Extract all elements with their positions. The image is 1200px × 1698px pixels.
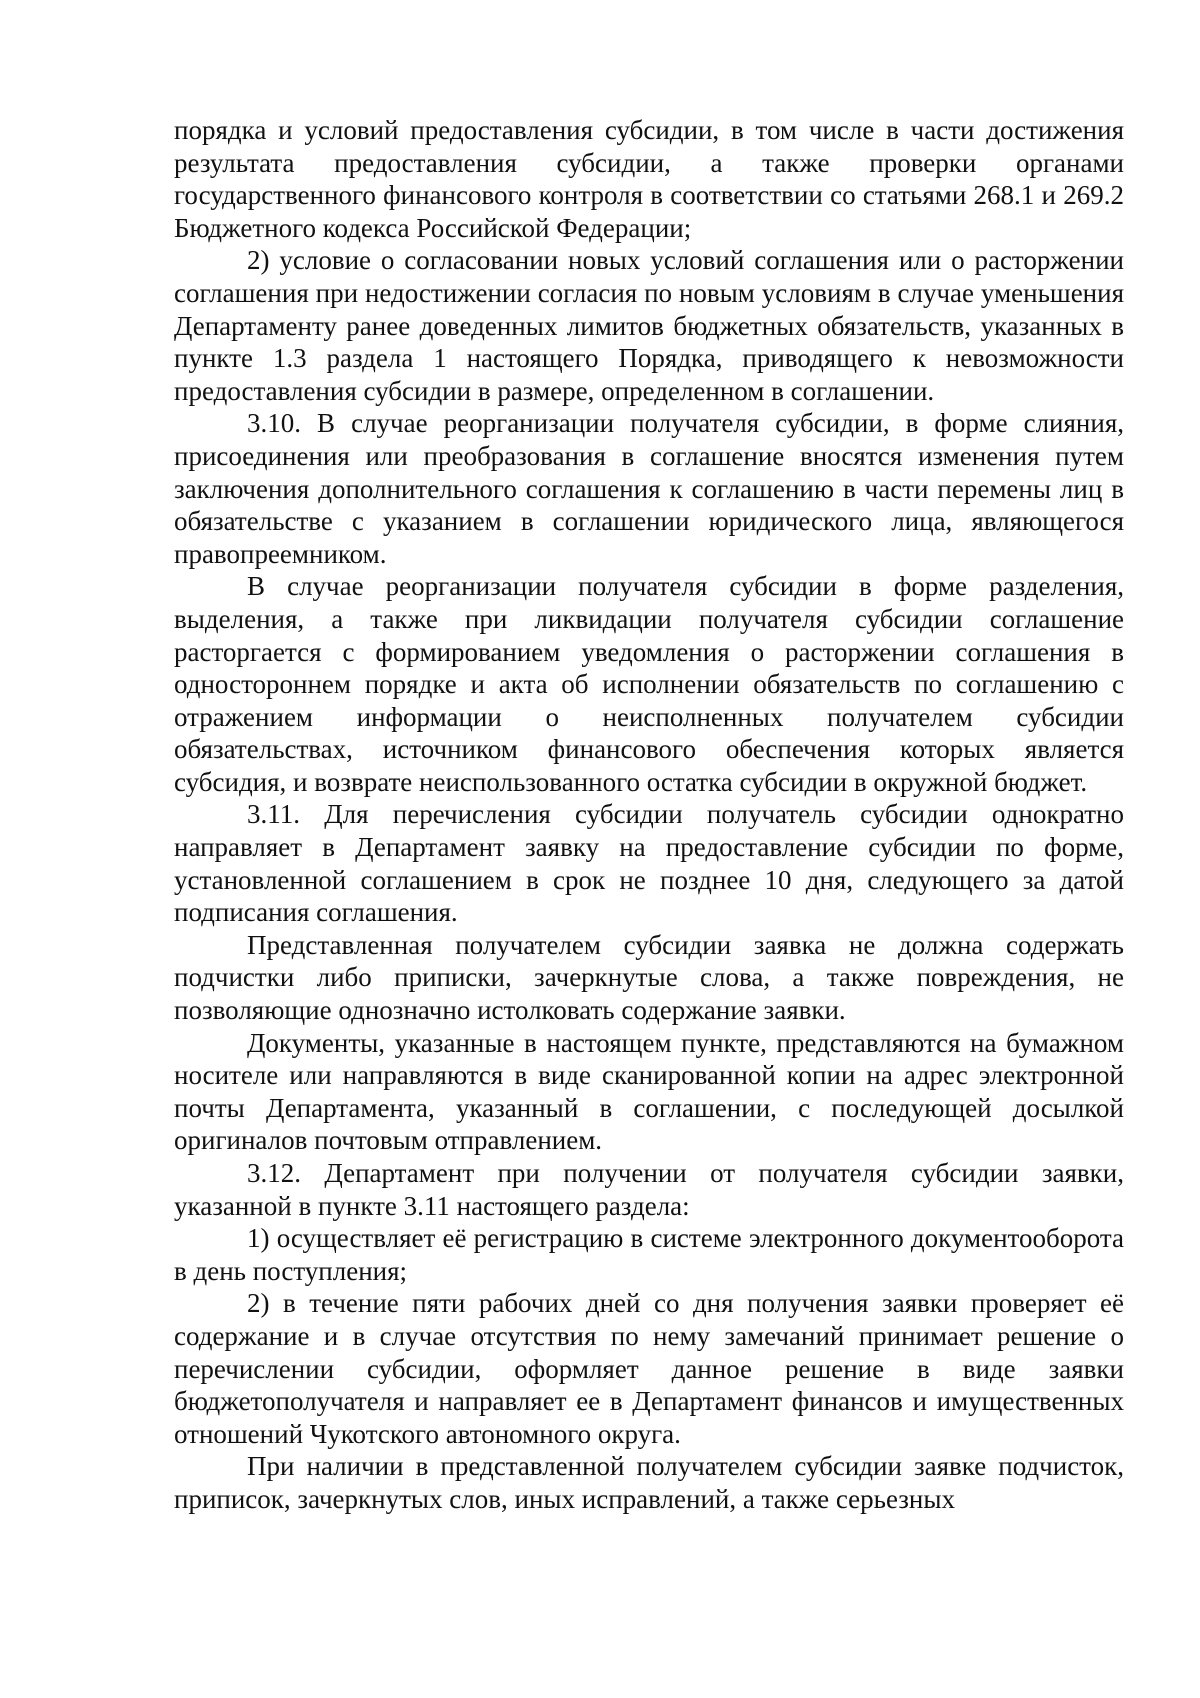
paragraph-documents: Документы, указанные в настоящем пункте, представляются на бумажном носителе или направляются в виде сканированной копии на адрес электронной почты Департамента, указанный в соглашении, с последующей досылкой оригиналов почтовым отправлением. bbox=[174, 1027, 1124, 1156]
paragraph-reorganization: В случае реорганизации получателя субсидии в форме разделения, выделения, а также при ликвидации получателя субсидии соглашение расторгается с формированием уведомления о расторжении соглашения в одностороннем порядке и акта об исполнении обязательств по соглашению с отражением информации о неисполненных получателем субсидии обязательствах, источником финансового обеспечения которых является субсидия, и возврате неиспользованного остатка субсидии в окружной бюджет. bbox=[174, 571, 1124, 797]
paragraph-continuation: порядка и условий предоставления субсидии, в том числе в части достижения результата предоставления субсидии, а также проверки органами государственного финансового контроля в соответствии со статьями 268.1 и 269.2 Бюджетного кодекса Российской Федерации; bbox=[174, 115, 1124, 243]
paragraph-application-requirements: Представленная получателем субсидии заявка не должна содержать подчистки либо приписки, зачеркнутые слова, а также повреждения, не позволяющие однозначно истолковать содержание заявки. bbox=[174, 929, 1124, 1026]
document-body bbox=[174, 114, 1124, 1516]
paragraph-3-10: 3.10. В случае реорганизации получателя субсидии, в форме слияния, присоединения или преобразования в соглашение вносятся изменения путем заключения дополнительного соглашения к соглашению в части перемены лиц в обязательстве с указанием в соглашении юридического лица, являющегося правопреемником. bbox=[174, 408, 1124, 569]
paragraph-item-2: 2) условие о согласовании новых условий соглашения или о расторжении соглашения при недостижении согласия по новым условиям в случае уменьшения Департаменту ранее доведенных лимитов бюджетных обязательств, указанных в пункте 1.3 раздела 1 настоящего Порядка, приводящего к невозможности предоставления субсидии в размере, определенном в соглашении. bbox=[174, 245, 1124, 406]
paragraph-3-12-item-1: 1) осуществляет её регистрацию в системе электронного документооборота в день поступления; bbox=[174, 1223, 1124, 1286]
paragraph-3-12-item-2: 2) в течение пяти рабочих дней со дня получения заявки проверяет её содержание и в случае отсутствия по нему замечаний принимает решение о перечислении субсидии, оформляет данное решение в виде заявки бюджетополучателя и направляет ее в Департамент финансов и имущественных отношений Чукотского автономного округа. bbox=[174, 1288, 1124, 1449]
paragraph-3-12: 3.12. Департамент при получении от получателя субсидии заявки, указанной в пункте 3.11 настоящего раздела: bbox=[174, 1158, 1124, 1221]
paragraph-3-11: 3.11. Для перечисления субсидии получатель субсидии однократно направляет в Департамент заявку на предоставление субсидии по форме, установленной соглашением в срок не позднее 10 дня, следующего за датой подписания соглашения. bbox=[174, 799, 1124, 928]
paragraph-corrections: При наличии в представленной получателем субсидии заявке подчисток, приписок, зачеркнутых слов, иных исправлений, а также серьезных bbox=[174, 1451, 1124, 1514]
